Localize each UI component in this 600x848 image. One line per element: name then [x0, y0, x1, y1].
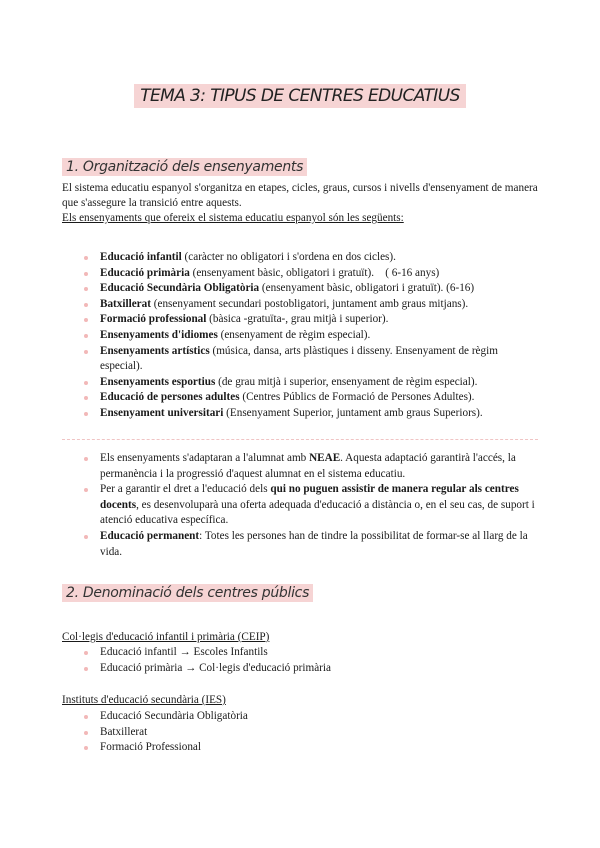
bullet-icon	[84, 396, 88, 400]
item-bold: Ensenyament universitari	[100, 406, 224, 419]
list-item	[62, 709, 538, 725]
bullet-icon	[84, 667, 88, 671]
item-bold: Educació infantil	[100, 251, 182, 263]
list-item	[62, 312, 538, 328]
list-item	[62, 250, 538, 266]
group-title: Col·legis d'educació infantil i primària (CEIP)	[62, 631, 270, 643]
list-item	[62, 344, 538, 375]
note-bold: Educació permanent	[100, 529, 200, 542]
bullet-icon	[84, 318, 88, 322]
list-item	[62, 375, 538, 391]
note-text: , es desenvoluparà una oferta adequada d'educació a distància o, en el seu cas, de suport i atenció educativa específica.	[100, 498, 535, 527]
item-text: Formació Professional	[100, 741, 201, 754]
bullet-icon	[84, 535, 88, 539]
list-item	[62, 725, 538, 741]
item-text: (ensenyament secundari postobligatori, juntament amb graus mitjans).	[150, 297, 469, 310]
list-item	[62, 266, 538, 282]
item-text: Educació primària → Col·legis d'educació primària	[100, 661, 331, 674]
item-bold: Ensenyaments artístics	[100, 344, 210, 357]
section-2-heading: 2. Denominació dels centres públics	[62, 584, 313, 602]
section-1-subintro: Els ensenyaments que ofereix el sistema educatiu espanyol són les següents:	[62, 212, 404, 224]
list-item	[62, 281, 538, 297]
item-text: (Centres Públics de Formació de Persones Adultes).	[239, 391, 475, 404]
list-item	[62, 451, 538, 482]
list-item	[62, 406, 538, 422]
item-text: Educació Secundària Obligatòria	[100, 710, 248, 722]
item-bold: Ensenyaments d'idiomes	[100, 328, 218, 341]
note-text: : Totes les persones han de tindre la possibilitat de formar-se al llarg de la vida.	[100, 529, 528, 558]
list-item	[62, 740, 538, 756]
item-text: (caràcter no obligatori i s'ordena en dos cicles).	[181, 251, 396, 263]
item-bold: Educació Secundària Obligatòria	[100, 282, 260, 295]
list-item	[62, 297, 538, 313]
list-item	[62, 661, 538, 677]
list-item	[62, 390, 538, 406]
item-text: (ensenyament bàsic, obligatori i gratuït). ( 6-16 anys)	[189, 266, 440, 279]
item-text: (bàsica -gratuïta-, grau mitjà i superior).	[206, 313, 389, 326]
offerings-list	[62, 250, 538, 422]
bullet-icon	[84, 457, 88, 461]
page-title: TEMA 3: TIPUS DE CENTRES EDUCATIUS	[134, 84, 466, 108]
note-bold: NEAE	[309, 452, 341, 464]
title-wrap	[0, 84, 600, 108]
note-text: Els ensenyaments s'adaptaran a l'alumnat amb	[100, 452, 310, 464]
bullet-icon	[84, 334, 88, 338]
list-item	[62, 328, 538, 344]
list-item	[62, 529, 538, 560]
bullet-icon	[84, 412, 88, 416]
item-text: (música, dansa, arts plàstiques i disseny. Ensenyament de règim especial).	[100, 344, 498, 373]
ceip-list	[62, 645, 538, 676]
item-text: Batxillerat	[100, 725, 148, 738]
bullet-icon	[84, 746, 88, 750]
item-bold: Educació primària	[100, 266, 190, 279]
bullet-icon	[84, 731, 88, 735]
item-text: (de grau mitjà i superior, ensenyament de règim especial).	[215, 375, 478, 388]
item-bold: Batxillerat	[100, 297, 151, 310]
ies-list	[62, 709, 538, 756]
list-item	[62, 645, 538, 661]
bullet-icon	[84, 651, 88, 655]
item-text: (ensenyament de règim especial).	[217, 328, 371, 341]
dashed-divider	[62, 439, 538, 440]
notes-list	[62, 451, 538, 560]
list-item	[62, 482, 538, 529]
item-bold: Educació de persones adultes	[100, 391, 240, 404]
bullet-icon	[84, 256, 88, 260]
bullet-icon	[84, 715, 88, 719]
bullet-icon	[84, 381, 88, 385]
note-bold: qui no puguen assistir de manera regular als centres docents	[100, 483, 519, 511]
bullet-icon	[84, 488, 88, 492]
bullet-icon	[84, 303, 88, 307]
group-title: Instituts d'educació secundària (IES)	[62, 694, 226, 706]
bullet-icon	[84, 287, 88, 291]
item-text: Educació infantil → Escoles Infantils	[100, 646, 268, 658]
note-text: Per a garantir el dret a l'educació dels	[100, 483, 271, 496]
item-text: (Ensenyament Superior, juntament amb graus Superiors).	[223, 406, 483, 419]
bullet-icon	[84, 350, 88, 354]
section-1-intro: El sistema educatiu espanyol s'organitza en etapes, cicles, graus, cursos i nivells d'ensenyament de manera que s'assegure la transició entre aquests.	[62, 182, 538, 209]
note-text: . Aquesta adaptació garantirà l'accés, la permanència i la progressió d'aquest alumnat en el sistema educatiu.	[100, 452, 516, 480]
bullet-icon	[84, 272, 88, 276]
section-1-heading: 1. Organització dels ensenyaments	[62, 158, 307, 176]
item-text: (ensenyament bàsic, obligatori i gratuït). (6-16)	[259, 282, 475, 295]
item-bold: Ensenyaments esportius	[100, 375, 216, 388]
item-bold: Formació professional	[100, 313, 207, 326]
